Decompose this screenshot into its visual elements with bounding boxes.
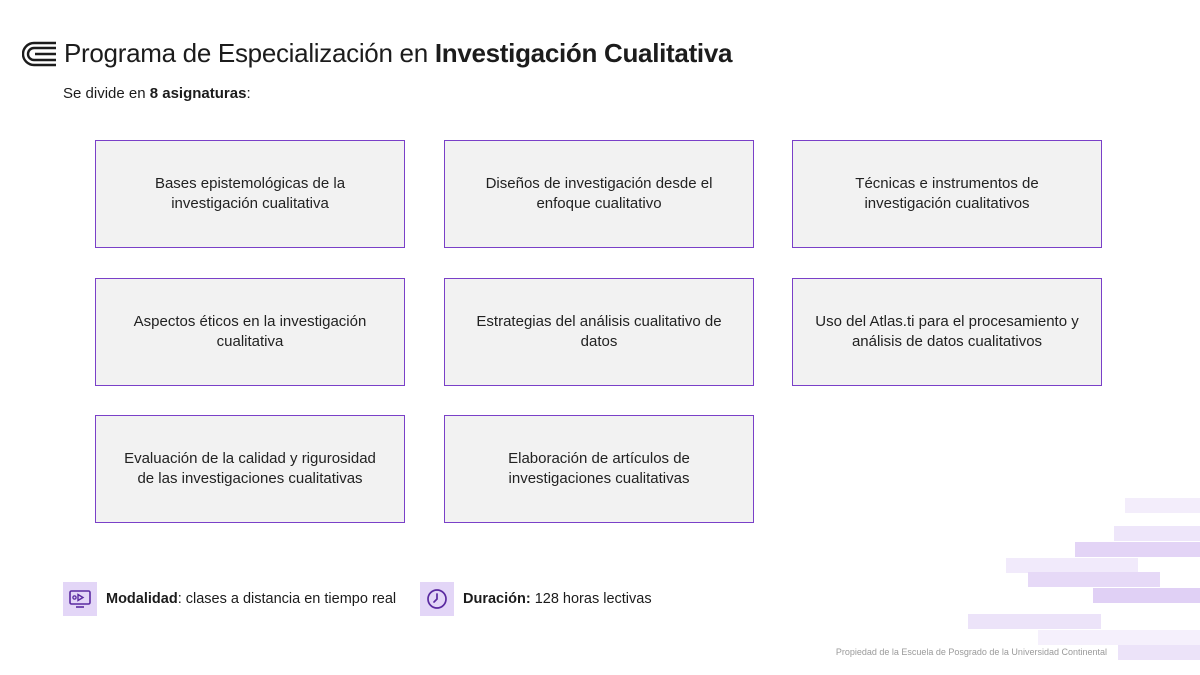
course-card: Técnicas e instrumentos de investigación cualitativos — [792, 140, 1102, 248]
duracion-value: 128 horas lectivas — [530, 591, 652, 607]
duracion-label: Duración: — [463, 591, 531, 607]
modalidad-value: : clases a distancia en tiempo real — [177, 591, 397, 607]
header — [22, 38, 732, 69]
course-card: Evaluación de la calidad y rigurosidad de las investigaciones cualitativas — [95, 415, 405, 523]
course-card: Uso del Atlas.ti para el procesamiento y análisis de datos cualitativos — [792, 278, 1102, 386]
course-card: Diseños de investigación desde el enfoque cualitativo — [444, 140, 754, 248]
copyright-notice: Propiedad de la Escuela de Posgrado de la Universidad Continental — [835, 647, 1107, 657]
course-card: Elaboración de artículos de investigaciones cualitativas — [444, 415, 754, 523]
open-book-logo-icon — [22, 39, 58, 69]
subtitle-suffix: : — [246, 85, 251, 102]
course-card: Aspectos éticos en la investigación cualitativa — [95, 278, 405, 386]
course-card: Estrategias del análisis cualitativo de datos — [444, 278, 754, 386]
video-class-icon — [63, 582, 97, 616]
modalidad-info — [63, 582, 396, 616]
course-grid — [95, 140, 1106, 527]
subtitle — [63, 85, 251, 102]
title-bold: Investigación Cualitativa — [434, 38, 733, 68]
course-card: Bases epistemológicas de la investigación cualitativa — [95, 140, 405, 248]
clock-icon — [420, 582, 454, 616]
title-regular: Programa de Especialización en — [64, 38, 435, 68]
modalidad-label: Modalidad — [106, 591, 178, 607]
subtitle-count: 8 asignaturas — [149, 85, 247, 102]
subtitle-prefix: Se divide en — [63, 85, 150, 102]
page-title — [64, 38, 732, 69]
duracion-info — [420, 582, 652, 616]
